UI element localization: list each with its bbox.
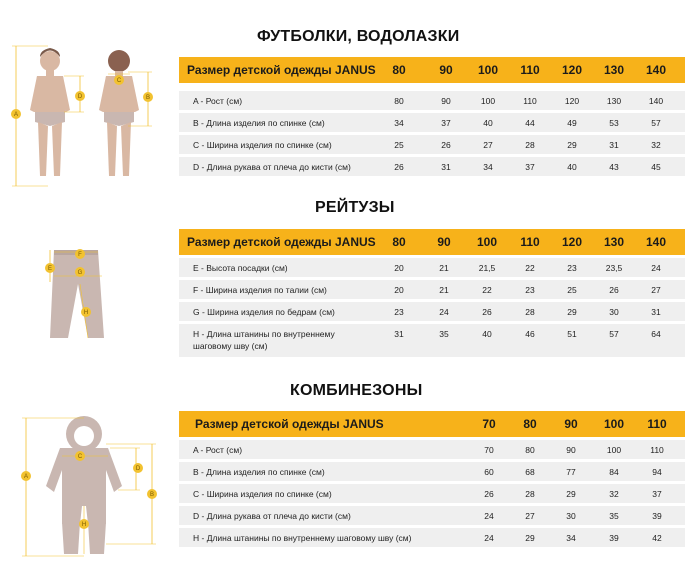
- cell: 100: [606, 445, 622, 455]
- marker-a: [11, 109, 21, 119]
- cell: 32: [609, 489, 619, 499]
- row-label: F - Ширина изделия по талии (см): [193, 285, 327, 295]
- pants-figure: [40, 244, 110, 344]
- table-row: [179, 528, 685, 547]
- cell: 23: [525, 285, 535, 295]
- cell: 60: [484, 467, 494, 477]
- svg-text:B: B: [145, 95, 151, 101]
- cell: 37: [525, 162, 535, 172]
- cell: 29: [567, 140, 577, 150]
- cell: 25: [394, 140, 404, 150]
- child-back-illustration: [99, 50, 139, 176]
- cell: 49: [567, 118, 577, 128]
- size-col: 100: [603, 417, 625, 431]
- cell: 28: [525, 307, 535, 317]
- cell: 23: [394, 307, 404, 317]
- marker-c: [114, 75, 124, 85]
- table-row: [179, 157, 685, 176]
- table-row: [179, 462, 685, 481]
- cell: 24: [651, 263, 661, 273]
- cell: 100: [480, 96, 496, 106]
- cell: 31: [394, 329, 404, 339]
- cell: 35: [609, 511, 619, 521]
- table-row: [179, 324, 685, 357]
- cell: 28: [525, 489, 535, 499]
- table-row: [179, 113, 685, 132]
- cell: 39: [609, 533, 619, 543]
- cell: 84: [609, 467, 619, 477]
- cell: 140: [648, 96, 664, 106]
- row-label: H - Длина штанины по внутреннему шаговому шву (см): [193, 533, 412, 543]
- cell: 24: [484, 533, 494, 543]
- cell: 31: [609, 140, 619, 150]
- size-col: 120: [561, 63, 583, 77]
- row-label: B - Длина изделия по спинке (см): [193, 118, 325, 128]
- cell: 30: [566, 511, 576, 521]
- cell: 31: [651, 307, 661, 317]
- size-col: 110: [520, 63, 540, 77]
- table-header: [179, 229, 685, 255]
- pants-illustration: [47, 250, 104, 338]
- svg-text:G: G: [77, 270, 83, 276]
- svg-text:A: A: [13, 112, 19, 118]
- cell: 42: [652, 533, 662, 543]
- size-col: 90: [439, 63, 453, 77]
- marker-d: [133, 463, 143, 473]
- row-label: A - Рост (см): [193, 445, 243, 455]
- svg-text:A: A: [23, 474, 29, 480]
- row-label: C - Ширина изделия по спинке (см): [193, 489, 332, 499]
- marker-h: [81, 307, 91, 317]
- cell: 20: [394, 263, 404, 273]
- size-col: 80: [392, 63, 406, 77]
- size-col: 110: [647, 417, 667, 431]
- size-col: 130: [603, 235, 625, 249]
- svg-text:C: C: [77, 454, 83, 460]
- cell: 40: [482, 329, 492, 339]
- section-title-pants: РЕЙТУЗЫ: [315, 199, 395, 216]
- cell: 53: [609, 118, 619, 128]
- size-col: 70: [482, 417, 496, 431]
- svg-text:E: E: [47, 266, 53, 272]
- size-col: 100: [476, 235, 498, 249]
- table-row: [179, 506, 685, 525]
- cell: 34: [483, 162, 493, 172]
- header-label: Размер детской одежды JANUS: [187, 235, 376, 249]
- cell: 29: [566, 489, 576, 499]
- size-col: 130: [603, 63, 625, 77]
- cell: 45: [651, 162, 661, 172]
- cell: 120: [564, 96, 580, 106]
- cell: 26: [482, 307, 492, 317]
- cell: 68: [525, 467, 535, 477]
- cell: 94: [652, 467, 662, 477]
- cell: 28: [525, 140, 535, 150]
- row-label: B - Длина изделия по спинке (см): [193, 467, 325, 477]
- cell: 34: [394, 118, 404, 128]
- row-label: A - Рост (см): [193, 96, 243, 106]
- cell: 77: [566, 467, 576, 477]
- marker-b: [147, 489, 157, 499]
- cell: 51: [567, 329, 577, 339]
- cell: 26: [484, 489, 494, 499]
- cell: 21: [439, 263, 449, 273]
- table-jumpsuits: [179, 411, 685, 547]
- size-col: 140: [645, 235, 667, 249]
- cell: 23: [567, 263, 577, 273]
- cell: 90: [441, 96, 451, 106]
- cell: 80: [394, 96, 404, 106]
- table-row: [179, 440, 685, 459]
- jumpsuit-figure: [10, 414, 170, 564]
- size-col: 120: [561, 235, 583, 249]
- table-row: [179, 135, 685, 154]
- cell: 57: [609, 329, 619, 339]
- cell: 39: [652, 511, 662, 521]
- table-header: [179, 57, 685, 83]
- cell: 80: [525, 445, 535, 455]
- svg-text:F: F: [78, 252, 82, 258]
- cell: 21,5: [478, 263, 496, 273]
- svg-text:D: D: [135, 466, 141, 472]
- table-row: [179, 302, 685, 321]
- cell: 22: [525, 263, 535, 273]
- marker-f: [75, 249, 85, 259]
- cell: 110: [650, 445, 664, 455]
- size-col: 80: [523, 417, 537, 431]
- cell: 26: [394, 162, 404, 172]
- cell: 64: [651, 329, 661, 339]
- cell: 26: [609, 285, 619, 295]
- marker-e: [45, 263, 55, 273]
- cell: 110: [523, 96, 537, 106]
- marker-h: [79, 519, 89, 529]
- marker-a: [21, 471, 31, 481]
- cell: 130: [606, 96, 622, 106]
- cell: 34: [566, 533, 576, 543]
- cell: 44: [525, 118, 535, 128]
- cell: 24: [439, 307, 449, 317]
- size-col: 80: [392, 235, 406, 249]
- header-label: Размер детской одежды JANUS: [187, 63, 376, 77]
- cell: 27: [483, 140, 493, 150]
- marker-d: [75, 91, 85, 101]
- table-pants: [179, 229, 685, 357]
- cell: 30: [609, 307, 619, 317]
- cell: 37: [652, 489, 662, 499]
- row-label: E - Высота посадки (см): [193, 263, 288, 273]
- header-label: Размер детской одежды JANUS: [195, 417, 384, 431]
- svg-text:H: H: [83, 310, 89, 316]
- section-title-jumpsuits: КОМБИНЕЗОНЫ: [290, 382, 423, 399]
- table-header: [179, 411, 685, 437]
- cell: 22: [482, 285, 492, 295]
- cell: 23,5: [605, 263, 623, 273]
- cell: 25: [567, 285, 577, 295]
- row-label: H - Длина штанины по внутреннему шаговому шву (см): [193, 329, 335, 351]
- child-front-back-figure: [8, 42, 173, 190]
- cell: 70: [484, 445, 494, 455]
- cell: 20: [394, 285, 404, 295]
- cell: 29: [567, 307, 577, 317]
- cell: 29: [525, 533, 535, 543]
- section-title-tshirts: ФУТБОЛКИ, ВОДОЛАЗКИ: [257, 28, 460, 45]
- cell: 24: [484, 511, 494, 521]
- size-col: 110: [520, 235, 540, 249]
- svg-text:C: C: [116, 78, 122, 84]
- row-label: D - Длина рукава от плеча до кисти (см): [193, 162, 351, 172]
- table-row: [179, 484, 685, 503]
- cell: 57: [651, 118, 661, 128]
- svg-text:D: D: [77, 94, 83, 100]
- cell: 21: [439, 285, 449, 295]
- cell: 43: [609, 162, 619, 172]
- table-row: [179, 258, 685, 277]
- cell: 26: [441, 140, 451, 150]
- row-label: D - Длина рукава от плеча до кисти (см): [193, 511, 351, 521]
- cell: 40: [567, 162, 577, 172]
- svg-text:B: B: [149, 492, 155, 498]
- size-col: 140: [645, 63, 667, 77]
- cell: 32: [651, 140, 661, 150]
- cell: 27: [651, 285, 661, 295]
- svg-text:H: H: [81, 522, 87, 528]
- table-row: [179, 280, 685, 299]
- size-col: 90: [564, 417, 578, 431]
- marker-g: [75, 267, 85, 277]
- size-col: 90: [437, 235, 451, 249]
- cell: 46: [525, 329, 535, 339]
- row-label: G - Ширина изделия по бедрам (см): [193, 307, 335, 317]
- cell: 27: [525, 511, 535, 521]
- size-col: 100: [477, 63, 499, 77]
- table-row: [179, 91, 685, 110]
- marker-b: [143, 92, 153, 102]
- table-tshirts: [179, 57, 685, 176]
- cell: 31: [441, 162, 451, 172]
- marker-c: [75, 451, 85, 461]
- cell: 40: [483, 118, 493, 128]
- cell: 37: [441, 118, 451, 128]
- cell: 90: [566, 445, 576, 455]
- row-label: C - Ширина изделия по спинке (см): [193, 140, 332, 150]
- cell: 35: [439, 329, 449, 339]
